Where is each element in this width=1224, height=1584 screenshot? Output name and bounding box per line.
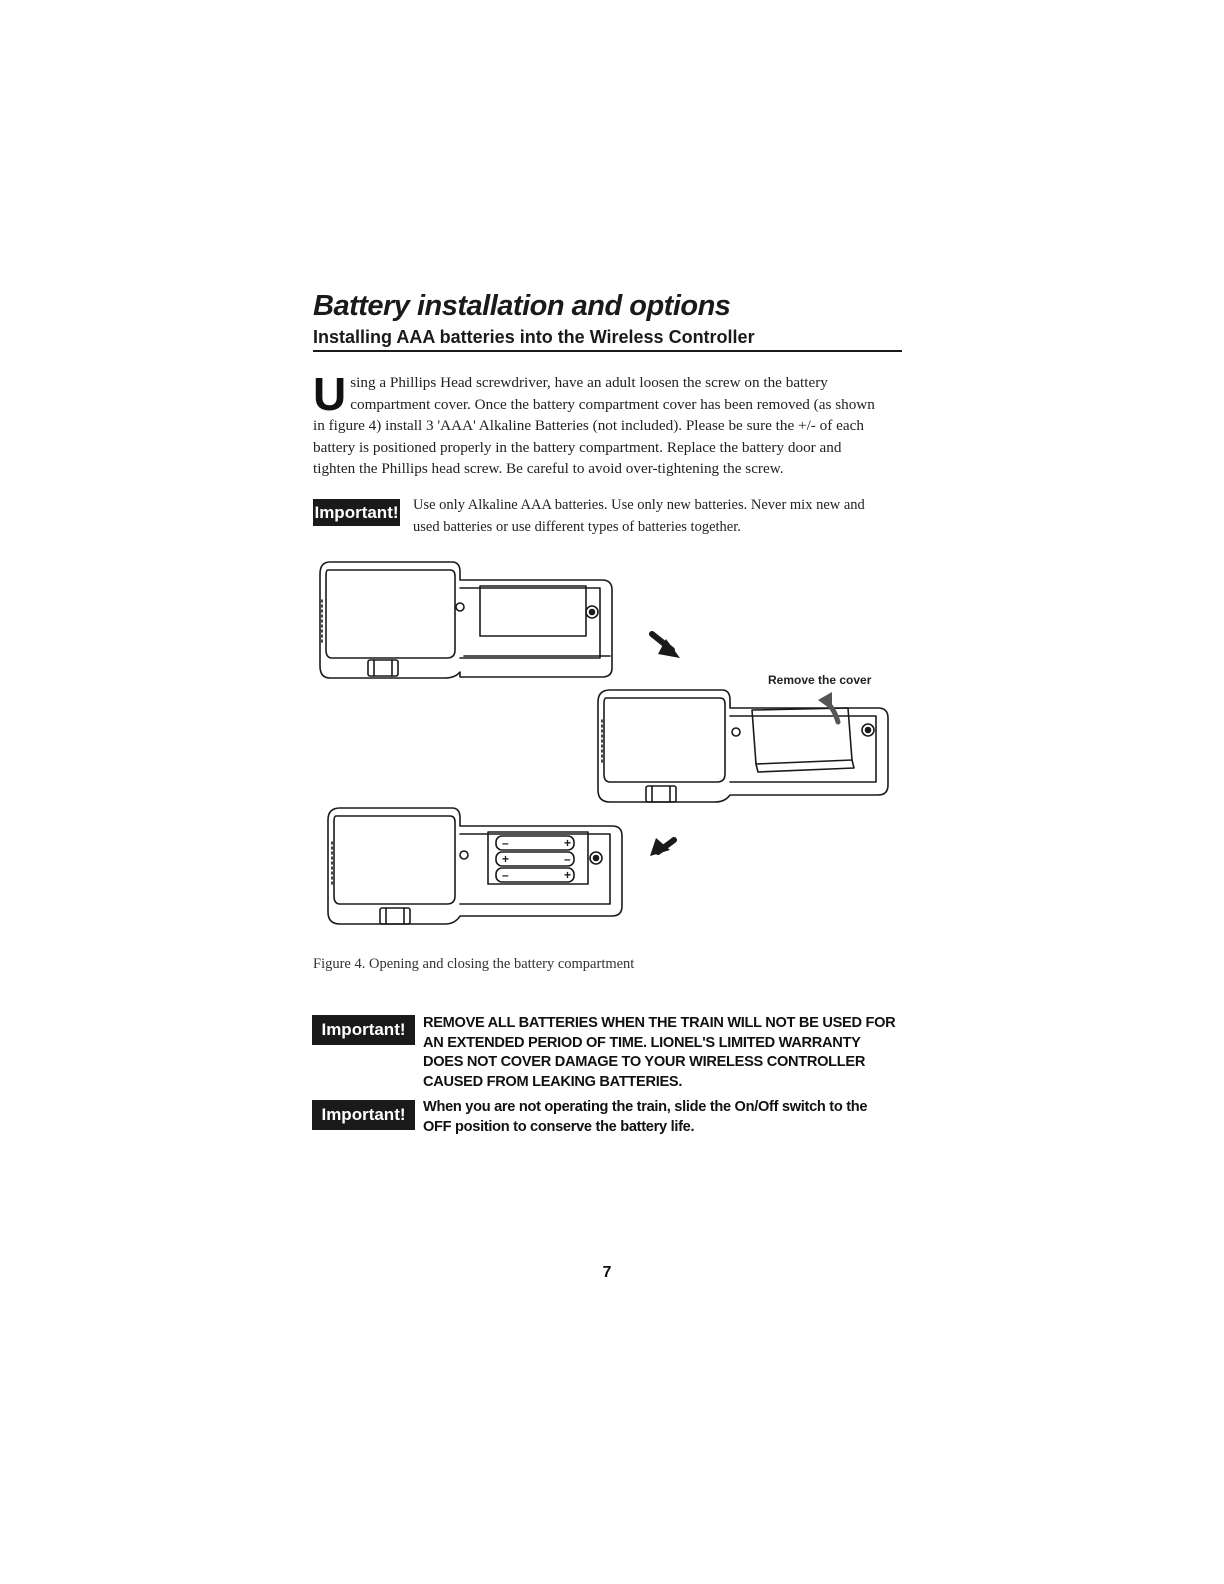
header-divider [313, 350, 902, 352]
controller-batteries-illustration [328, 808, 622, 924]
battery-figure [300, 550, 910, 950]
battery-2-right-sign: – [564, 852, 571, 866]
battery-2-left-sign: + [502, 852, 510, 866]
drop-cap: U [313, 368, 347, 420]
warranty-warning: REMOVE ALL BATTERIES WHEN THE TRAIN WILL NOT BE USED FOR AN EXTENDED PERIOD OF TIME. LIONEL'S LIMITED WARRANTY DOES NOT COVER DAMAGE TO YOUR WIRELESS CONTROLLER CAUSED FROM LEAKING BATTERIES. [423, 1015, 896, 1090]
page-number: 7 [602, 1264, 612, 1281]
page-title: Battery installation and options [313, 290, 731, 322]
important-badge: Important! [312, 1100, 415, 1130]
section-subtitle: Installing AAA batteries into the Wireless Controller [313, 327, 755, 347]
important-badge: Important! [313, 499, 400, 526]
battery-note: Use only Alkaline AAA batteries. Use only new batteries. Never mix new and used batteries or use different types of batteries together. [413, 497, 865, 535]
battery-3-left-sign: – [502, 868, 509, 882]
battery-3-right-sign: + [564, 868, 572, 882]
intro-paragraph [313, 368, 883, 480]
remove-cover-callout: Remove the cover [768, 673, 872, 687]
important-badge: Important! [312, 1015, 415, 1045]
intro-text: sing a Phillips Head screwdriver, have an adult loosen the screw on the battery compartment cover. Once the battery compartment cover has been removed (as shown in figure 4) install 3 'AAA' Alkaline Batteries (not included). Please be sure the +/- of each battery is positioned properly in the battery compartment. Replace the battery door and tighten the Phillips head screw. Be careful to avoid over-tightening the screw. [313, 374, 875, 478]
power-switch-note: When you are not operating the train, slide the On/Off switch to the OFF position to conserve the battery life. [423, 1099, 868, 1135]
controller-remove-cover-illustration [598, 690, 888, 802]
controller-closed-illustration [320, 562, 612, 678]
battery-1-right-sign: + [564, 836, 572, 850]
battery-1-left-sign: – [502, 836, 509, 850]
figure-caption: Figure 4. Opening and closing the battery compartment [313, 956, 635, 972]
